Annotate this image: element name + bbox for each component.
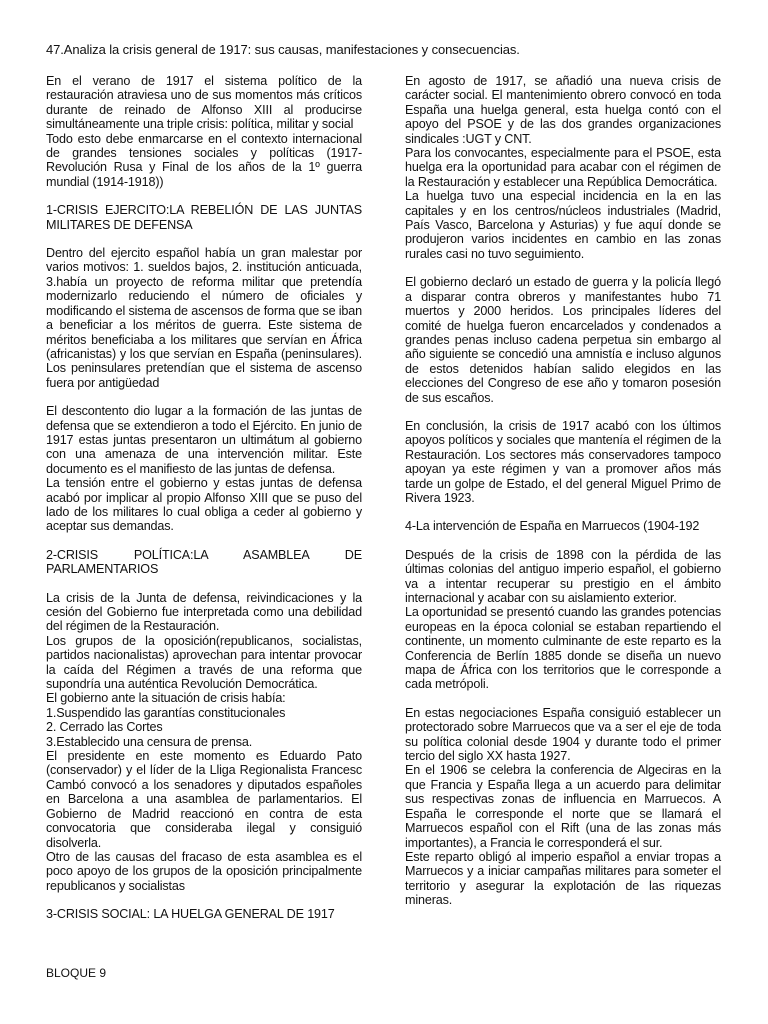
paragraph: Para los convocantes, especialmente para el PSOE, esta huelga era la oportunidad para acabar con el régimen de la Restauración y establecer una República Democrática. [405, 146, 721, 189]
paragraph: 1-CRISIS EJERCITO:LA REBELIÓN DE LAS JUNTAS MILITARES DE DEFENSA [46, 203, 362, 232]
left-column [46, 74, 362, 922]
paragraph: En agosto de 1917, se añadió una nueva crisis de carácter social. El mantenimiento obrero convocó en toda España una huelga general, esta huelga contó con el apoyo del PSOE y de las dos grandes organizaciones sindicales :UGT y CNT. [405, 74, 721, 146]
paragraph: 2. Cerrado las Cortes [46, 720, 163, 735]
right-column [405, 74, 721, 908]
paragraph: Este reparto obligó al imperio español a enviar tropas a Marruecos y a iniciar campañas militares para someter el territorio y asegurar la explotación de las riquezas mineras. [405, 849, 721, 908]
paragraph: Dentro del ejercito español había un gran malestar por varios motivos: 1. sueldos bajos, 2. institución anticuada, 3.había un proyecto de reforma militar que pretendía modernizarlo reduciendo el número de oficiales y modificando el sistema de ascensos de forma que se iban a beneficiar a los méritos de guerra. Este sistema de méritos beneficiaba a los militares que servían en África (africanistas) y los que servían en España (peninsulares). Los peninsulares pretendían que el sistema de ascenso fuera por antigüedad [46, 246, 362, 390]
paragraph: 1.Suspendido las garantías constitucionales [46, 705, 286, 720]
paragraph: En conclusión, la crisis de 1917 acabó con los últimos apoyos políticos y sociales que mantenía el régimen de la Restauración. Los sectores más conservadores tampoco apoyan ya este régimen y van a promover años más tarde un golpe de Estado, el del general Miguel Primo de Rivera 1923. [405, 418, 721, 505]
paragraph: En el verano de 1917 el sistema político de la restauración atraviesa uno de sus momentos más críticos durante de reinado de Alfonso XIII al producirse simultáneamente una triple crisis: política, militar y social [46, 74, 362, 132]
paragraph: La tensión entre el gobierno y estas juntas de defensa acabó por implicar al propio Alfonso XIII que se puso del lado de los militares lo cual obliga a ceder al gobierno y aceptar sus demandas. [46, 476, 362, 534]
paragraph: En estas negociaciones España consiguió establecer un protectorado sobre Marruecos que va a ser el eje de toda su política colonial desde 1904 y durante todo el primer tercio del siglo XX hasta 1927. [405, 705, 721, 764]
paragraph: 3.Establecido una censura de prensa. [46, 734, 253, 749]
paragraph: Otro de las causas del fracaso de esta asamblea es el poco apoyo de los grupos de la oposición principalmente republicanos y socialistas [46, 849, 362, 893]
paragraph: El presidente en este momento es Eduardo Pato (conservador) y el líder de la Lliga Regionalista Francesc Cambó convocó a los senadores y diputados españoles en Barcelona a una asamblea de parlamentarios. El Gobierno de Madrid reaccionó en contra de esta convocatoria que consideraba ilegal y consiguió disolverla. [46, 749, 362, 850]
page-title: 47.Analiza la crisis general de 1917: sus causas, manifestaciones y consecuencias. [46, 42, 520, 57]
paragraph: 2-CRISIS POLÍTICA:LA ASAMBLEA DE PARLAMENTARIOS [46, 547, 362, 577]
paragraph: Todo esto debe enmarcarse en el contexto internacional de grandes tensiones sociales y políticas (1917-Revolución Rusa y Final de los años de la 1º guerra mundial (1914-1918)) [46, 131, 362, 189]
paragraph: Los grupos de la oposición(republicanos, socialistas, partidos nacionalistas) aprovechan para intentar provocar la caída del Régimen a través de una reforma que supondría una auténtica Revolución Democrática. [46, 633, 362, 692]
paragraph: La oportunidad se presentó cuando las grandes potencias europeas en la época colonial se estaban repartiendo el continente, un momento culminante de este reparto es la Conferencia de Berlín 1885 donde se diseña un nuevo mapa de África con los territorios que le corresponde a cada metrópoli. [405, 605, 721, 692]
page-footer: BLOQUE 9 [46, 966, 107, 980]
paragraph: 4-La intervención de España en Marruecos (1904-192 [405, 519, 700, 534]
paragraph: Después de la crisis de 1898 con la pérdida de las últimas colonias del antiguo imperio español, el gobierno va a intentar recuperar su prestigio en el ámbito internacional y acabar con su aislamiento exterior. [405, 547, 721, 605]
paragraph: El gobierno declaró un estado de guerra y la policía llegó a disparar contra obreros y manifestantes hubo 71 muertos y 2000 heridos. Los principales líderes del comité de huelga fueron encarcelados y condenados a grandes penas incluso cadena perpetua sin embargo al año siguiente se concedió una amnistía e incluso algunos de estos detenidos habían salido elegidos en las elecciones del Congreso de ese año y tomaron posesión de sus escaños. [405, 275, 721, 405]
paragraph: El descontento dio lugar a la formación de las juntas de defensa que se extendieron a todo el Ejército. En junio de 1917 estas juntas presentaron un ultimátum al gobierno con una amenaza de una intervención militar. Este documento es el manifiesto de las juntas de defensa. [46, 404, 362, 476]
paragraph: En el 1906 se celebra la conferencia de Algeciras en la que Francia y España llega a un acuerdo para delimitar sus respectivas zonas de influencia en Marruecos. A España le corresponde el norte que se llamará el Marruecos español con el Rift (una de las zonas más importantes), a Francia le corresponderá el sur. [405, 763, 721, 850]
paragraph: 3-CRISIS SOCIAL: LA HUELGA GENERAL DE 1917 [46, 907, 335, 922]
paragraph: La crisis de la Junta de defensa, reivindicaciones y la cesión del Gobierno fue interpretada como una debilidad del régimen de la Restauración. [46, 590, 362, 634]
paragraph: La huelga tuvo una especial incidencia en la en las capitales y en los centros/núcleos industriales (Madrid, País Vasco, Barcelona y Asturias) y fue aquí donde se produjeron varios incidentes en cambio en las zonas rurales casi no tuvo seguimiento. [405, 189, 721, 261]
paragraph: El gobierno ante la situación de crisis había: [46, 691, 286, 706]
